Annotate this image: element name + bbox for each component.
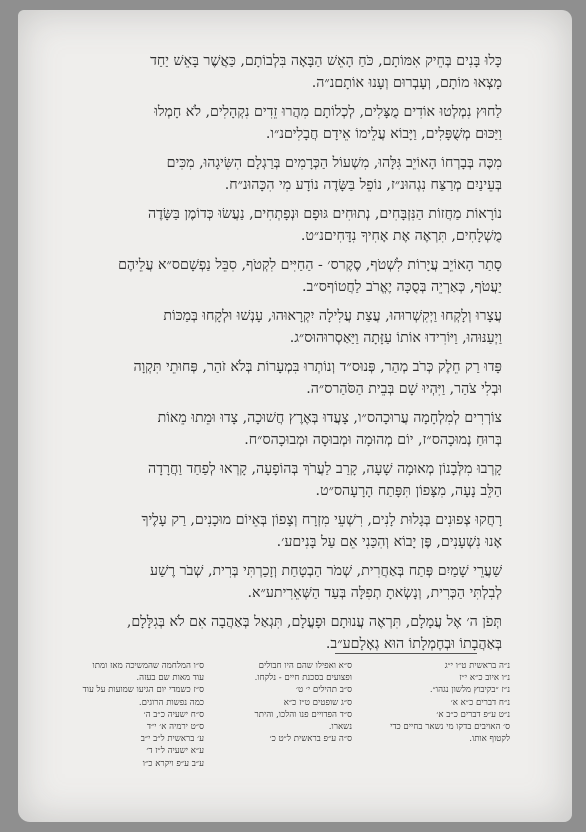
stanza: [60, 458, 502, 502]
stanza: [60, 407, 502, 451]
stanza: [60, 203, 502, 247]
footnote: ס״ד הפדויים פנו והלכו, והיתר נשארו.: [254, 709, 352, 733]
footnotes-column-left: [82, 660, 204, 770]
verse-line: מָצְאוּ מוֹתָם, וְעָבְרוּם וְעָנוּ אוֹתָםנ״ה.: [311, 75, 502, 91]
verse-line: וּבְלִי צֹהַר, וַיִּהְיוּ שָׁם בְּבֵית הַסֹּהַרס״ה.: [306, 381, 502, 397]
verse-line: פָּדוּ רַק חֵלֶק כְּרֹב מְהַר, פְּנוּס״ד וְנוֹתְרוּ בִּמְעָרוֹת בְּלֹא זֹהַר, פְּחוּתֵי תִּקְוָה: [133, 359, 502, 375]
stanza: [60, 356, 502, 400]
verse-line: לַחוּץ נִמְלְטוּ אוֹדִים מֻצָּלִים, לְכְלוֹתָם מִהֲרוּ זֵדִים נִקְהָלִים, לֹא חָמְלוּ: [154, 104, 502, 120]
footnote: נ״ה בראשית ט״ו י״ג: [444, 661, 510, 671]
verse-line: לְבִלְתִּי הַכְּרִית, וְנָשְׂאתָ תְפִלָּה בְּעַד הַשְּׁאֵרִיתע״א.: [247, 585, 502, 601]
footnote: ע״א ישעיה ל״ז ד׳: [146, 746, 204, 757]
verse-line: קָרְבוּ מִלְּבָנוֹן מְאוּמָה שָׁעָה, קָרַב לַעֲרֹךְ בְּהוֹפָעָה, קָרְאוּ לְפַחַד וַחֲרָדָה: [148, 461, 502, 477]
verse-line: אָנוּ נִשְׁעָנִים, פֶּן יָבוֹא וְהִכַּנִי אֵם עַל בָּנִיםע׳.: [276, 534, 502, 550]
verse-line: כָּלוּ בָּנִים בְּחֵיק אִמּוֹתָם, כֹּחַ הָאֵשׁ הַבָּאָה בִּלְבוֹתָם, כַּאֲשֶׁר בָּאֵשׁ יַחַד: [150, 53, 502, 69]
verse-line: וַיְעַנּוּהוּ, וַיּוֹרִידוּ אוֹתוֹ עַזָּתָה וַיַּאַסְרוּהוּס״ג.: [289, 330, 502, 346]
stanza: [60, 254, 502, 298]
stanza: [60, 509, 502, 553]
footnote: ס׳ האויבים בדקו מי נשאר בחיים כדי לקטוף אותו.: [390, 722, 510, 745]
footnote: ס״ב תהילים י׳ ט׳: [296, 685, 352, 696]
stanza: [60, 152, 502, 196]
footnote: נ״ח דברים כ״א א׳: [450, 697, 510, 708]
footnote: ס״ח ישעיה כ״ב ה׳: [143, 709, 204, 720]
stanza: [60, 101, 502, 145]
footnote: נ״ט ע״פ דברים כ״ב א׳: [436, 709, 510, 720]
footnote: ס״ה ע״פ בראשית ל״ט כ׳: [269, 734, 352, 745]
footnote: ס״ו המלחמה שהמשיכה מאז ומתו עוד מאות שם בעזה.: [92, 661, 204, 684]
verse-line: מֻשְׁלָחִים, תִּרְאֶה אֶת אָחִיךָ נִדָּחִיםנ״ט.: [300, 228, 502, 244]
verse-line: נוֹרָאוֹת מַחֲזוֹת הַנִּזְבָּחִים, נְתוּחִים גּוּפָם וּנְפָתְחִים, נַעֲשׂוּ כְּדוֹמֶן בַּשָּׂדֶה: [147, 206, 502, 222]
stanza: [60, 611, 502, 655]
poem-body: [60, 50, 502, 662]
verse-line: בְּרוּחַ נְמוּכָהס״ז, יוֹם מְהוּמָה וּמְבוּסָה וּמְבוּכָהס״ח.: [244, 432, 502, 448]
footnote: ע״ב ע״פ ויקרא כ״ו: [142, 758, 204, 769]
verse-line: צוֹרְרִים לְמִלְחָמָה עֲרוּכָהס״ו, צָעֲדוּ בְּאֶרֶץ חֲשׁוּכָה, צָדוּ וּמֵתוּ מֵאוֹת: [157, 410, 502, 426]
verse-line: הַלֵּב נָעָה, מִצָּפוֹן תִּפָּתַח הָרָעָהס״ט.: [315, 483, 502, 499]
verse-line: יַעֲטֹף, כְּאַרְיֵה בְּסֻכָּה יֶאֱרֹב לַחֲטוֹףס״ב.: [302, 279, 502, 295]
verse-line: סָתַר הָאוֹיֵב עֲיָרוֹת לִשְׁטֹף, סֶקֶרס׳ - הַחַיִּים לִקְטֹף, סִבֵּל נַפְשָׁםס״א עֲלֵיהֶם: [118, 257, 502, 273]
stanza: [60, 50, 502, 94]
footnote: ס״ט ירמיה א׳ י״ד: [146, 722, 204, 733]
verse-line: בְּעֵינַיִם מְרַצַּח נִגְהוּנ״ז, נוֹפֵל בַּשָּׂדֶה נוֹדָע מִי הִכָּהוּנ״ח.: [224, 177, 502, 193]
footnote: נ״ז ״בקיבוץ מלשון נגהו״.: [429, 685, 510, 696]
footnote: ע׳ בראשית ל״ב י״ב: [140, 734, 204, 745]
footnote: ס״ג שופטים ט״ז כ״א: [283, 697, 352, 708]
verse-line: תְּפֹן ה׳ אֶל עֲמָלָם, תִּרְאֶה עֲנוּתָם וּפָעֳלָם, תִּגְאַל בְּאַהֲבָה אִם לֹא בְּגִלָּלָם,: [126, 614, 502, 630]
verse-line: וַיַּכּוּם מְשֻׁפָּלִים, וַיָּבוֹא עֲלֵימוֹ אֵידָם חֲבָלִיםנ״ו.: [265, 126, 502, 142]
footnote: ס״ז כשמדי יום הגיעו שמועות על עוד כמה נפשות הרוגים.: [82, 685, 204, 708]
stanza: [60, 305, 502, 349]
footnotes-column-right: [370, 660, 510, 745]
verse-line: רָחֲקוּ צְפוּנִים בְּגָלוּת לָנִים, רִשְׁעֵי מִזְרָח וְצָפוֹן בְּאֵיוֹם מוּכָנִים, רַק עָלֶיךָ: [141, 512, 502, 528]
footnote: ס״א ואפילו שהם היו חבולים ופצועים בסכנת חיים - נלקחו.: [254, 661, 352, 684]
verse-line: בְּאַהֲבָתוֹ וּבְחֶמְלָתוֹ הוּא גְאָלָםע״ב.: [325, 636, 502, 652]
stanza: [60, 560, 502, 604]
verse-line: שַׁעֲרֵי שָׁמַיִם פְּתַח בְּאַחֲרִית, שְׁמֹר הַבְטָחַת וְזָכַרְתִּי בְּרִית, שְׁבֹר רֶשַׁע: [150, 563, 502, 579]
verse-line: עֲצָרוּ וְלָקְחוּ וַיְקִשְׁרוּהוּ, עֲצַת עֲלִילָה יִקְרָאוּהוּ, עָנְשׁוּ וּלְקָחוּ בְּמַכּוֹת: [163, 308, 502, 324]
verse-line: מִכֶּה בְּבָרְחוֹ הָאוֹיֵב גִּלָּהוּ, מִשְׁעוֹל הַכְּרָמִים בְּרַגְלָם הִשִּׂיגָהוּ, מִכִּים: [166, 155, 502, 171]
footnotes-column-middle: [234, 660, 352, 745]
footnote: נ״ו איוב כ״א י״ז: [459, 673, 510, 684]
footnote-divider: [335, 653, 477, 654]
